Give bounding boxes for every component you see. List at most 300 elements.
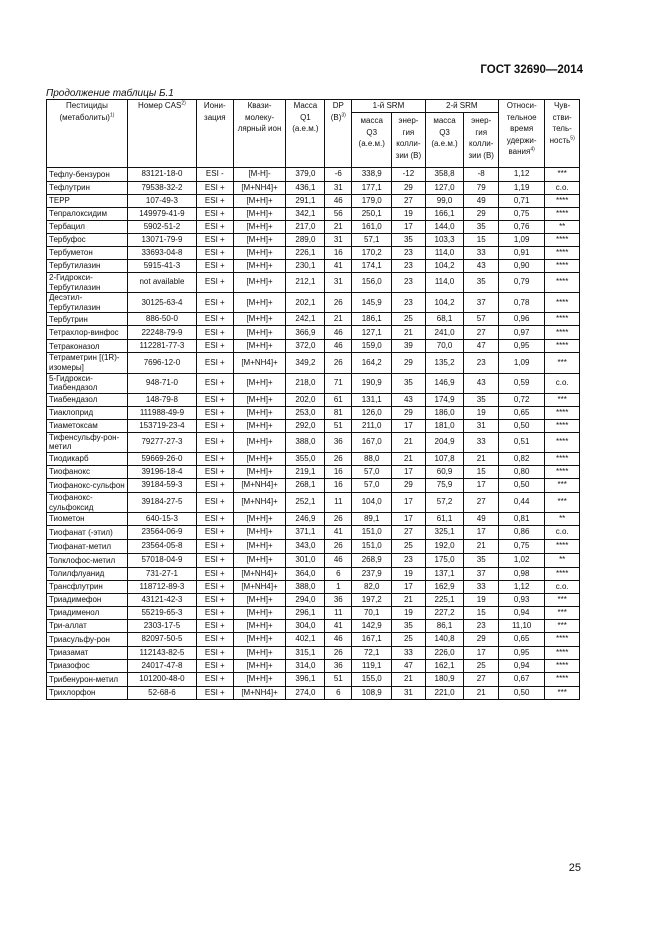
cell-mass-q1: 396,1: [286, 673, 325, 687]
cell-srm2-mass: 57,2: [425, 492, 464, 512]
cell-dp: 16: [325, 478, 352, 492]
cell-srm2-mass: 186,0: [425, 406, 464, 419]
col-srm2-energy: энер-гия колли-зии (B): [464, 113, 499, 168]
cell-name: Тиофанат-метил: [47, 540, 128, 554]
cell-srm2-energy: 33: [464, 432, 499, 452]
cell-quasi-ion: [M+H]+: [233, 247, 286, 260]
cell-name: Триадименол: [47, 607, 128, 620]
cell-rrt: 0,67: [498, 673, 544, 687]
cell-sensitivity: ****: [545, 452, 580, 465]
cell-cas: 52-68-6: [127, 687, 196, 700]
cell-srm2-mass: 174,9: [425, 393, 464, 406]
cell-ionization: ESI +: [196, 647, 233, 660]
cell-ionization: ESI +: [196, 540, 233, 554]
cell-sensitivity: ****: [545, 313, 580, 326]
cell-rrt: 0,65: [498, 633, 544, 647]
cell-quasi-ion: [M+H]+: [233, 419, 286, 432]
cell-ionization: ESI +: [196, 568, 233, 581]
cell-name: Толилфлуанид: [47, 568, 128, 581]
cell-srm2-energy: 25: [464, 660, 499, 673]
cell-cas: 153719-23-4: [127, 419, 196, 432]
cell-mass-q1: 388,0: [286, 432, 325, 452]
cell-srm2-mass: 140,8: [425, 633, 464, 647]
cell-dp: 26: [325, 452, 352, 465]
cell-cas: 23564-06-9: [127, 526, 196, 540]
cell-srm2-mass: 144,0: [425, 221, 464, 234]
cell-srm1-mass: 190,9: [352, 373, 392, 393]
cell-dp: -6: [325, 168, 352, 182]
cell-srm1-energy: 25: [392, 313, 425, 326]
cell-rrt: 0,50: [498, 419, 544, 432]
cell-mass-q1: 212,1: [286, 273, 325, 293]
table-row: [47, 419, 580, 432]
cell-name: Трансфлутрин: [47, 581, 128, 594]
cell-mass-q1: 292,0: [286, 419, 325, 432]
cell-ionization: ESI +: [196, 673, 233, 687]
cell-name: Тетраметрин [(1R)-изомеры]: [47, 353, 128, 373]
cell-name: 2-Гидрокси-Тербутилазин: [47, 273, 128, 293]
cell-dp: 36: [325, 660, 352, 673]
cell-rrt: 0,50: [498, 687, 544, 700]
cell-cas: 23564-05-8: [127, 540, 196, 554]
cell-cas: 948-71-0: [127, 373, 196, 393]
cell-srm2-energy: 31: [464, 419, 499, 432]
pesticide-table: [46, 99, 580, 700]
cell-ionization: ESI +: [196, 660, 233, 673]
cell-dp: 1: [325, 581, 352, 594]
col-srm1-energy: энер-гия колли-зии (B): [392, 113, 425, 168]
cell-srm1-energy: 21: [392, 452, 425, 465]
cell-srm1-energy: 35: [392, 234, 425, 247]
cell-srm1-mass: 177,1: [352, 182, 392, 195]
cell-rrt: 0,59: [498, 373, 544, 393]
cell-dp: 26: [325, 353, 352, 373]
cell-dp: 21: [325, 313, 352, 326]
cell-ionization: ESI +: [196, 373, 233, 393]
cell-name: Тиабендазол: [47, 393, 128, 406]
cell-name: Триазофос: [47, 660, 128, 673]
table-row: [47, 526, 580, 540]
cell-srm2-mass: 137,1: [425, 568, 464, 581]
table-row: [47, 313, 580, 326]
cell-srm2-energy: 15: [464, 465, 499, 478]
cell-srm2-mass: 68,1: [425, 313, 464, 326]
cell-srm1-mass: 57,0: [352, 465, 392, 478]
cell-srm1-mass: 159,0: [352, 340, 392, 353]
cell-srm1-mass: 170,2: [352, 247, 392, 260]
cell-ionization: ESI +: [196, 195, 233, 208]
cell-dp: 56: [325, 208, 352, 221]
cell-dp: 46: [325, 195, 352, 208]
col-cas: Номер CAS$^{2)}$: [127, 100, 196, 168]
cell-quasi-ion: [M+H]+: [233, 465, 286, 478]
col-srm2: 2-й SRM: [425, 100, 498, 113]
table-row: [47, 465, 580, 478]
table-caption: Продолжение таблицы Б.1: [46, 88, 174, 99]
cell-sensitivity: ***: [545, 492, 580, 512]
cell-ionization: ESI +: [196, 393, 233, 406]
cell-dp: 21: [325, 221, 352, 234]
cell-cas: 149979-41-9: [127, 208, 196, 221]
cell-ionization: ESI +: [196, 581, 233, 594]
cell-dp: 31: [325, 182, 352, 195]
cell-srm2-mass: 225,1: [425, 594, 464, 607]
cell-mass-q1: 304,0: [286, 620, 325, 633]
cell-name: Тепралоксидим: [47, 208, 128, 221]
cell-sensitivity: ****: [545, 647, 580, 660]
cell-mass-q1: 226,1: [286, 247, 325, 260]
cell-srm1-mass: 57,0: [352, 478, 392, 492]
cell-srm1-mass: 151,0: [352, 540, 392, 554]
cell-srm1-energy: 27: [392, 526, 425, 540]
cell-cas: 43121-42-3: [127, 594, 196, 607]
cell-name: Трихлорфон: [47, 687, 128, 700]
col-sensitivity: Чув-стви-тель-ность$^{5)}$: [545, 100, 580, 168]
cell-sensitivity: ****: [545, 208, 580, 221]
cell-name: Тефлу-бензурон: [47, 168, 128, 182]
cell-mass-q1: 252,1: [286, 492, 325, 512]
cell-sensitivity: ****: [545, 406, 580, 419]
cell-srm2-mass: 104,2: [425, 260, 464, 273]
cell-rrt: 11,10: [498, 620, 544, 633]
cell-sensitivity: с.о.: [545, 182, 580, 195]
cell-srm2-energy: 43: [464, 373, 499, 393]
cell-srm1-energy: 23: [392, 554, 425, 568]
cell-rrt: 0,79: [498, 273, 544, 293]
table-row: [47, 607, 580, 620]
cell-name: Тиаметоксам: [47, 419, 128, 432]
cell-srm1-mass: 174,1: [352, 260, 392, 273]
cell-sensitivity: ****: [545, 465, 580, 478]
cell-srm2-energy: 15: [464, 607, 499, 620]
cell-sensitivity: ****: [545, 293, 580, 313]
cell-sensitivity: ****: [545, 540, 580, 554]
cell-quasi-ion: [M+H]+: [233, 647, 286, 660]
table-row: [47, 647, 580, 660]
cell-name: Толклофос-метил: [47, 554, 128, 568]
cell-cas: 112143-82-5: [127, 647, 196, 660]
cell-quasi-ion: [M+NH4]+: [233, 568, 286, 581]
cell-srm2-mass: 226,0: [425, 647, 464, 660]
col-dp: DP $(B)^{3)}$: [325, 100, 352, 168]
cell-srm2-energy: 35: [464, 221, 499, 234]
cell-sensitivity: ****: [545, 660, 580, 673]
cell-ionization: ESI +: [196, 234, 233, 247]
cell-cas: 33693-04-8: [127, 247, 196, 260]
cell-mass-q1: 242,1: [286, 313, 325, 326]
table-row: [47, 393, 580, 406]
col-quasi-ion: Квази-молеку-лярный ион: [233, 100, 286, 168]
cell-srm1-energy: 23: [392, 260, 425, 273]
cell-quasi-ion: [M+H]+: [233, 513, 286, 526]
cell-rrt: 1,09: [498, 234, 544, 247]
cell-srm1-energy: 35: [392, 620, 425, 633]
cell-ionization: ESI +: [196, 465, 233, 478]
col-rrt: Относи-тельное время удержи-вания$^{4)}$: [498, 100, 544, 168]
cell-cas: 83121-18-0: [127, 168, 196, 182]
cell-mass-q1: 388,0: [286, 581, 325, 594]
cell-quasi-ion: [M-H]-: [233, 168, 286, 182]
cell-cas: 111988-49-9: [127, 406, 196, 419]
table-row: [47, 326, 580, 340]
cell-ionization: ESI +: [196, 340, 233, 353]
cell-quasi-ion: [M+H]+: [233, 326, 286, 340]
cell-srm1-energy: 29: [392, 478, 425, 492]
cell-quasi-ion: [M+H]+: [233, 607, 286, 620]
cell-srm2-mass: 104,2: [425, 293, 464, 313]
cell-mass-q1: 246,9: [286, 513, 325, 526]
cell-rrt: 1,12: [498, 168, 544, 182]
cell-srm1-energy: 29: [392, 353, 425, 373]
cell-srm1-mass: 179,0: [352, 195, 392, 208]
cell-rrt: 0,75: [498, 208, 544, 221]
cell-rrt: 0,51: [498, 432, 544, 452]
cell-sensitivity: ****: [545, 260, 580, 273]
cell-rrt: 1,12: [498, 581, 544, 594]
cell-cas: 79538-32-2: [127, 182, 196, 195]
cell-ionization: ESI +: [196, 633, 233, 647]
cell-sensitivity: ****: [545, 326, 580, 340]
table-row: [47, 293, 580, 313]
cell-srm2-mass: 162,9: [425, 581, 464, 594]
cell-srm1-mass: 104,0: [352, 492, 392, 512]
table-row: [47, 492, 580, 512]
cell-name: Тиофанокс-сульфоксид: [47, 492, 128, 512]
cell-name: Триасульфу-рон: [47, 633, 128, 647]
cell-srm1-energy: 47: [392, 660, 425, 673]
cell-mass-q1: 253,0: [286, 406, 325, 419]
cell-sensitivity: ****: [545, 432, 580, 452]
table-row: [47, 406, 580, 419]
cell-cas: 731-27-1: [127, 568, 196, 581]
cell-name: Тиофанокс: [47, 465, 128, 478]
cell-sensitivity: **: [545, 221, 580, 234]
cell-rrt: 0,72: [498, 393, 544, 406]
cell-srm1-mass: 119,1: [352, 660, 392, 673]
cell-quasi-ion: [M+H]+: [233, 393, 286, 406]
cell-ionization: ESI +: [196, 260, 233, 273]
cell-mass-q1: 296,1: [286, 607, 325, 620]
cell-dp: 11: [325, 607, 352, 620]
cell-ionization: ESI +: [196, 687, 233, 700]
cell-rrt: 0,97: [498, 326, 544, 340]
table-row: [47, 168, 580, 182]
table-body: [47, 168, 580, 700]
cell-quasi-ion: [M+H]+: [233, 234, 286, 247]
cell-srm1-energy: 19: [392, 607, 425, 620]
cell-srm1-energy: 35: [392, 373, 425, 393]
cell-name: Тербутрин: [47, 313, 128, 326]
cell-ionization: ESI +: [196, 247, 233, 260]
cell-name: Тиофанат (-этил): [47, 526, 128, 540]
table-row: [47, 594, 580, 607]
col-pesticide: Пестициды (метаболиты)$^{1)}$: [47, 100, 128, 168]
cell-srm2-mass: 181,0: [425, 419, 464, 432]
cell-mass-q1: 294,0: [286, 594, 325, 607]
cell-rrt: 0,71: [498, 195, 544, 208]
cell-dp: 31: [325, 273, 352, 293]
table-row: [47, 568, 580, 581]
cell-mass-q1: 202,1: [286, 293, 325, 313]
table-row: [47, 432, 580, 452]
table-row: [47, 340, 580, 353]
cell-srm1-energy: 21: [392, 326, 425, 340]
cell-rrt: 0,98: [498, 568, 544, 581]
cell-sensitivity: ****: [545, 340, 580, 353]
cell-sensitivity: ****: [545, 633, 580, 647]
cell-ionization: ESI +: [196, 419, 233, 432]
cell-dp: 51: [325, 419, 352, 432]
cell-dp: 16: [325, 465, 352, 478]
cell-name: Тетраконазол: [47, 340, 128, 353]
cell-quasi-ion: [M+H]+: [233, 260, 286, 273]
cell-srm1-energy: 29: [392, 182, 425, 195]
cell-name: Десэтил-Тербутилазин: [47, 293, 128, 313]
cell-srm2-energy: 37: [464, 293, 499, 313]
page-number: 25: [568, 862, 581, 874]
cell-mass-q1: 218,0: [286, 373, 325, 393]
cell-rrt: 0,94: [498, 660, 544, 673]
cell-rrt: 0,93: [498, 594, 544, 607]
cell-dp: 61: [325, 393, 352, 406]
cell-name: Тиометон: [47, 513, 128, 526]
cell-srm2-mass: 146,9: [425, 373, 464, 393]
cell-rrt: 0,86: [498, 526, 544, 540]
cell-srm1-energy: 19: [392, 568, 425, 581]
cell-srm1-mass: 186,1: [352, 313, 392, 326]
cell-srm1-energy: 27: [392, 195, 425, 208]
cell-cas: 82097-50-5: [127, 633, 196, 647]
cell-srm1-energy: 21: [392, 594, 425, 607]
cell-sensitivity: ***: [545, 607, 580, 620]
cell-srm2-energy: 23: [464, 620, 499, 633]
table-row: [47, 581, 580, 594]
cell-mass-q1: 217,0: [286, 221, 325, 234]
cell-srm1-mass: 167,0: [352, 432, 392, 452]
cell-srm1-mass: 161,0: [352, 221, 392, 234]
table-row: [47, 208, 580, 221]
cell-rrt: 0,82: [498, 452, 544, 465]
table-row: [47, 513, 580, 526]
cell-name: Тифенсульфу-рон-метил: [47, 432, 128, 452]
cell-srm1-mass: 72,1: [352, 647, 392, 660]
cell-srm2-energy: 23: [464, 353, 499, 373]
cell-srm2-mass: 99,0: [425, 195, 464, 208]
cell-rrt: 0,80: [498, 465, 544, 478]
cell-srm2-mass: 60,9: [425, 465, 464, 478]
cell-mass-q1: 268,1: [286, 478, 325, 492]
cell-srm2-mass: 162,1: [425, 660, 464, 673]
cell-sensitivity: ****: [545, 419, 580, 432]
cell-cas: 79277-27-3: [127, 432, 196, 452]
cell-cas: 39184-59-3: [127, 478, 196, 492]
cell-srm2-energy: 17: [464, 526, 499, 540]
cell-cas: 112281-77-3: [127, 340, 196, 353]
cell-name: Три-аллат: [47, 620, 128, 633]
cell-srm2-mass: 86,1: [425, 620, 464, 633]
cell-sensitivity: ***: [545, 353, 580, 373]
cell-quasi-ion: [M+NH4]+: [233, 492, 286, 512]
cell-quasi-ion: [M+H]+: [233, 540, 286, 554]
cell-srm2-mass: 61,1: [425, 513, 464, 526]
cell-rrt: 1,19: [498, 182, 544, 195]
cell-srm2-energy: 57: [464, 313, 499, 326]
cell-ionization: ESI +: [196, 353, 233, 373]
table-header: [47, 100, 580, 168]
table-row: [47, 353, 580, 373]
cell-dp: 81: [325, 406, 352, 419]
cell-rrt: 0,91: [498, 247, 544, 260]
cell-srm2-energy: 21: [464, 540, 499, 554]
cell-srm2-mass: 114,0: [425, 273, 464, 293]
cell-srm1-energy: 23: [392, 247, 425, 260]
cell-srm1-energy: 29: [392, 406, 425, 419]
cell-quasi-ion: [M+NH4]+: [233, 581, 286, 594]
cell-rrt: 0,95: [498, 647, 544, 660]
cell-mass-q1: 274,0: [286, 687, 325, 700]
cell-srm1-mass: 57,1: [352, 234, 392, 247]
cell-srm1-mass: 142,9: [352, 620, 392, 633]
cell-dp: 26: [325, 540, 352, 554]
table-row: [47, 554, 580, 568]
cell-cas: 640-15-3: [127, 513, 196, 526]
cell-rrt: 0,78: [498, 293, 544, 313]
table-row: [47, 660, 580, 673]
cell-name: Тетрахлор-винфос: [47, 326, 128, 340]
cell-quasi-ion: [M+H]+: [233, 432, 286, 452]
cell-quasi-ion: [M+NH4]+: [233, 687, 286, 700]
cell-srm1-energy: -12: [392, 168, 425, 182]
col-srm2-mass: масса Q3 (а.е.м.): [425, 113, 464, 168]
cell-srm1-mass: 155,0: [352, 673, 392, 687]
table-row: [47, 540, 580, 554]
cell-srm2-mass: 204,9: [425, 432, 464, 452]
cell-ionization: ESI +: [196, 620, 233, 633]
cell-cas: 118712-89-3: [127, 581, 196, 594]
cell-srm1-mass: 156,0: [352, 273, 392, 293]
cell-quasi-ion: [M+H]+: [233, 221, 286, 234]
cell-name: Тефлутрин: [47, 182, 128, 195]
cell-cas: 24017-47-8: [127, 660, 196, 673]
cell-quasi-ion: [M+H]+: [233, 195, 286, 208]
cell-mass-q1: 436,1: [286, 182, 325, 195]
table-row: [47, 373, 580, 393]
cell-ionization: ESI +: [196, 273, 233, 293]
cell-ionization: ESI +: [196, 478, 233, 492]
cell-srm1-energy: 17: [392, 581, 425, 594]
cell-name: Тиодикарб: [47, 452, 128, 465]
cell-srm1-mass: 145,9: [352, 293, 392, 313]
cell-srm2-energy: 79: [464, 182, 499, 195]
cell-mass-q1: 364,0: [286, 568, 325, 581]
cell-sensitivity: ***: [545, 594, 580, 607]
cell-sensitivity: ****: [545, 195, 580, 208]
cell-dp: 31: [325, 234, 352, 247]
cell-srm1-mass: 70,1: [352, 607, 392, 620]
cell-srm2-energy: 47: [464, 340, 499, 353]
cell-dp: 46: [325, 554, 352, 568]
cell-cas: 22248-79-9: [127, 326, 196, 340]
cell-ionization: ESI +: [196, 326, 233, 340]
cell-mass-q1: 349,2: [286, 353, 325, 373]
cell-dp: 26: [325, 293, 352, 313]
cell-srm1-mass: 164,2: [352, 353, 392, 373]
cell-srm2-mass: 107,8: [425, 452, 464, 465]
cell-sensitivity: ****: [545, 673, 580, 687]
cell-srm1-energy: 31: [392, 687, 425, 700]
cell-srm1-energy: 17: [392, 492, 425, 512]
cell-mass-q1: 402,1: [286, 633, 325, 647]
